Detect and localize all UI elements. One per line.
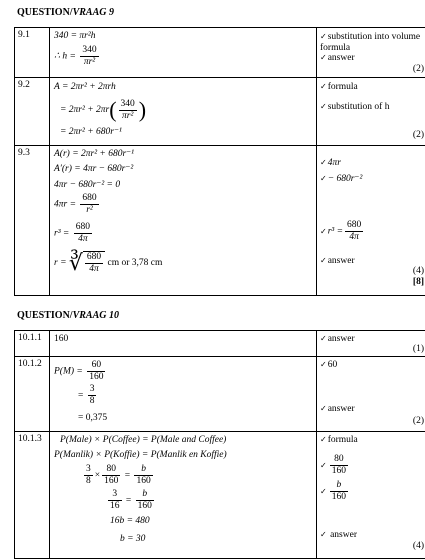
mark-criterion-text: formula xyxy=(327,435,358,445)
mark-allocation: (2) xyxy=(412,416,424,426)
mark-criterion-text: substitution of h xyxy=(327,102,390,112)
fraction xyxy=(80,193,98,216)
fraction xyxy=(74,222,92,245)
question-9-memo-table xyxy=(14,27,425,296)
table-row xyxy=(15,28,425,78)
working-line: = 2πr² + 680r⁻¹ xyxy=(60,127,122,137)
marks-cell xyxy=(317,432,425,559)
working-text: ∴ h = xyxy=(54,51,76,62)
numerator: b xyxy=(134,464,152,476)
mark-criterion-text: r³ = xyxy=(327,226,344,237)
denominator: 160 xyxy=(331,466,346,476)
denominator: πr² xyxy=(122,110,134,121)
working-line: 160 xyxy=(54,334,69,344)
denominator: 4π xyxy=(349,232,359,242)
mark-criterion xyxy=(320,256,355,266)
working-cell xyxy=(50,28,317,78)
working-text: = 2πr² + 2πr xyxy=(60,105,110,116)
check-icon: ✓ xyxy=(320,32,327,41)
mark-criterion-text: 60 xyxy=(327,360,338,370)
working-line xyxy=(54,360,107,383)
fraction xyxy=(136,489,154,512)
fraction xyxy=(345,220,363,243)
working-cell xyxy=(50,331,317,357)
check-icon: ✓ xyxy=(320,82,327,91)
cube-root xyxy=(69,250,105,276)
item-number: 10.1.3 xyxy=(15,432,50,559)
check-icon: ✓ xyxy=(320,158,327,167)
mark-criterion xyxy=(320,158,341,168)
numerator: 3 xyxy=(89,384,95,394)
mark-criterion xyxy=(320,480,350,503)
question-10-title-afrikaans: VRAAG 10 xyxy=(72,310,119,321)
working-text: = xyxy=(78,390,84,401)
question-10-title-main: QUESTION/ xyxy=(17,310,73,321)
mark-criterion-text: answer xyxy=(330,530,357,540)
radical-sign: ∛ xyxy=(68,250,83,275)
working-line xyxy=(54,222,94,245)
fraction xyxy=(85,252,103,275)
denominator: 160 xyxy=(89,372,104,382)
question-9-title xyxy=(17,7,114,18)
marks-cell xyxy=(317,146,425,296)
mark-criterion xyxy=(320,454,350,477)
working-line: $\frac{3}{8}$ × $\frac{80}{160}$ = $\frac{b}{160}$ xyxy=(86,464,151,486)
working-line: b = 30 xyxy=(120,534,146,544)
working-cell xyxy=(50,78,317,146)
table-row xyxy=(15,331,425,357)
mark-criterion xyxy=(320,435,358,445)
numerator: 680 xyxy=(347,220,362,230)
mark-allocation: (1) xyxy=(412,344,424,354)
numerator: 680 xyxy=(86,252,102,262)
check-icon: ✓ xyxy=(320,530,327,539)
mark-criterion-text: formula xyxy=(327,82,358,92)
mark-criterion-text: answer xyxy=(327,256,355,266)
mark-criterion-text: 4πr xyxy=(327,158,341,168)
table-row xyxy=(15,78,425,146)
open-paren: ( xyxy=(109,97,117,122)
check-icon: ✓ xyxy=(320,334,327,343)
working-text: r = xyxy=(54,258,67,269)
numerator: 3 xyxy=(86,464,91,474)
working-cell xyxy=(50,357,317,432)
mark-allocation: (4) xyxy=(412,541,424,551)
mark-allocation: (2) xyxy=(412,64,424,74)
check-icon: ✓ xyxy=(320,102,327,111)
check-icon: ✓ xyxy=(320,460,327,470)
working-text: P(M) = xyxy=(54,366,83,377)
mark-criterion-text: − 680r⁻² xyxy=(327,174,363,184)
table-row xyxy=(15,146,425,296)
check-icon: ✓ xyxy=(320,486,327,496)
working-line: P(Manlik) × P(Koffie) = P(Manlik en Koffie) xyxy=(54,450,227,460)
numerator: b xyxy=(330,480,348,492)
fraction xyxy=(134,464,152,487)
close-paren: ) xyxy=(138,97,147,122)
numerator: 80 xyxy=(330,454,348,466)
fraction xyxy=(88,384,97,407)
working-line: $\frac{3}{16}$ = $\frac{b}{160}$ xyxy=(110,489,152,511)
question-total: [8] xyxy=(412,277,424,287)
mark-criterion xyxy=(320,173,362,184)
working-cell xyxy=(50,432,317,559)
denominator: 8 xyxy=(86,476,91,486)
numerator: 680 xyxy=(75,222,90,232)
working-line: 16b = 480 xyxy=(110,516,150,526)
working-text: cm or 3,78 cm xyxy=(107,258,163,269)
working-line: A = 2πr² + 2πrh xyxy=(54,82,116,92)
marks-cell xyxy=(317,357,425,432)
working-line xyxy=(54,45,101,68)
mark-criterion-text: answer xyxy=(327,53,355,63)
denominator: 8 xyxy=(89,396,95,406)
mark-criterion xyxy=(320,31,424,54)
working-line: = 0,375 xyxy=(78,413,108,423)
table-row xyxy=(15,357,425,432)
question-9-title-afrikaans: VRAAG 9 xyxy=(72,7,114,18)
fraction xyxy=(119,99,137,122)
mark-criterion-text: substitution into volume formula xyxy=(320,32,421,53)
mark-allocation: (2) xyxy=(412,130,424,140)
mark-criterion xyxy=(320,404,355,414)
check-icon: ✓ xyxy=(320,174,327,183)
working-line: P(Male) × P(Coffee) = P(Male and Coffee) xyxy=(60,435,227,445)
numerator: 680 xyxy=(82,193,97,203)
item-number: 10.1.1 xyxy=(15,331,50,357)
question-10-title xyxy=(17,310,119,321)
working-line: 4πr − 680r⁻² = 0 xyxy=(54,180,121,190)
marks-cell xyxy=(317,331,425,357)
mark-criterion-text: answer xyxy=(327,404,355,414)
table-row xyxy=(15,432,425,559)
working-line xyxy=(78,384,98,407)
check-icon: ✓ xyxy=(320,53,327,62)
working-text: 4πr = xyxy=(54,199,76,210)
question-9-title-main: QUESTION/ xyxy=(17,7,73,18)
check-icon: ✓ xyxy=(320,404,327,413)
fraction xyxy=(330,454,348,477)
denominator: 4π xyxy=(78,234,88,244)
mark-criterion xyxy=(320,530,357,540)
fraction xyxy=(87,360,105,383)
numerator: b xyxy=(136,489,154,501)
working-line xyxy=(54,193,101,216)
working-line xyxy=(60,97,146,123)
item-number: 10.1.2 xyxy=(15,357,50,432)
mark-criterion xyxy=(320,334,355,344)
denominator: 160 xyxy=(136,476,151,486)
item-number: 9.3 xyxy=(15,146,50,296)
denominator: πr² xyxy=(83,57,96,67)
fraction xyxy=(330,480,348,503)
item-number: 9.1 xyxy=(15,28,50,78)
fraction xyxy=(80,45,98,68)
working-line: A(r) = 2πr² + 680r⁻¹ xyxy=(54,149,135,159)
numerator: 60 xyxy=(87,360,105,372)
working-line xyxy=(54,250,162,276)
numerator: 3 xyxy=(108,489,122,501)
working-line: 340 = πr²h xyxy=(54,31,96,41)
mark-criterion xyxy=(320,82,358,92)
question-10-memo-table xyxy=(14,330,425,559)
mark-criterion xyxy=(320,53,355,63)
working-line: A′(r) = 4πr − 680r⁻² xyxy=(54,164,134,174)
denominator: 160 xyxy=(104,476,119,486)
denominator: 16 xyxy=(110,501,120,511)
mark-criterion xyxy=(320,360,337,370)
item-number: 9.2 xyxy=(15,78,50,146)
marks-cell xyxy=(317,28,425,78)
fraction xyxy=(84,464,93,487)
denominator: 160 xyxy=(331,492,346,502)
check-icon: ✓ xyxy=(320,256,327,265)
denominator: 4π xyxy=(89,264,99,274)
check-icon: ✓ xyxy=(320,226,327,236)
working-text: r³ = xyxy=(54,228,70,239)
working-cell xyxy=(50,146,317,296)
marks-cell xyxy=(317,78,425,146)
numerator: 340 xyxy=(82,45,97,55)
mark-allocation: (4) xyxy=(412,266,424,276)
check-icon: ✓ xyxy=(320,435,327,444)
check-icon: ✓ xyxy=(320,360,327,369)
denominator: r² xyxy=(86,205,93,215)
fraction xyxy=(108,489,122,512)
mark-criterion xyxy=(320,102,389,112)
denominator: 160 xyxy=(137,501,152,511)
fraction xyxy=(102,464,120,487)
mark-criterion xyxy=(320,220,365,243)
numerator: 80 xyxy=(102,464,120,476)
mark-criterion-text: answer xyxy=(327,334,355,344)
numerator: 340 xyxy=(120,98,135,109)
